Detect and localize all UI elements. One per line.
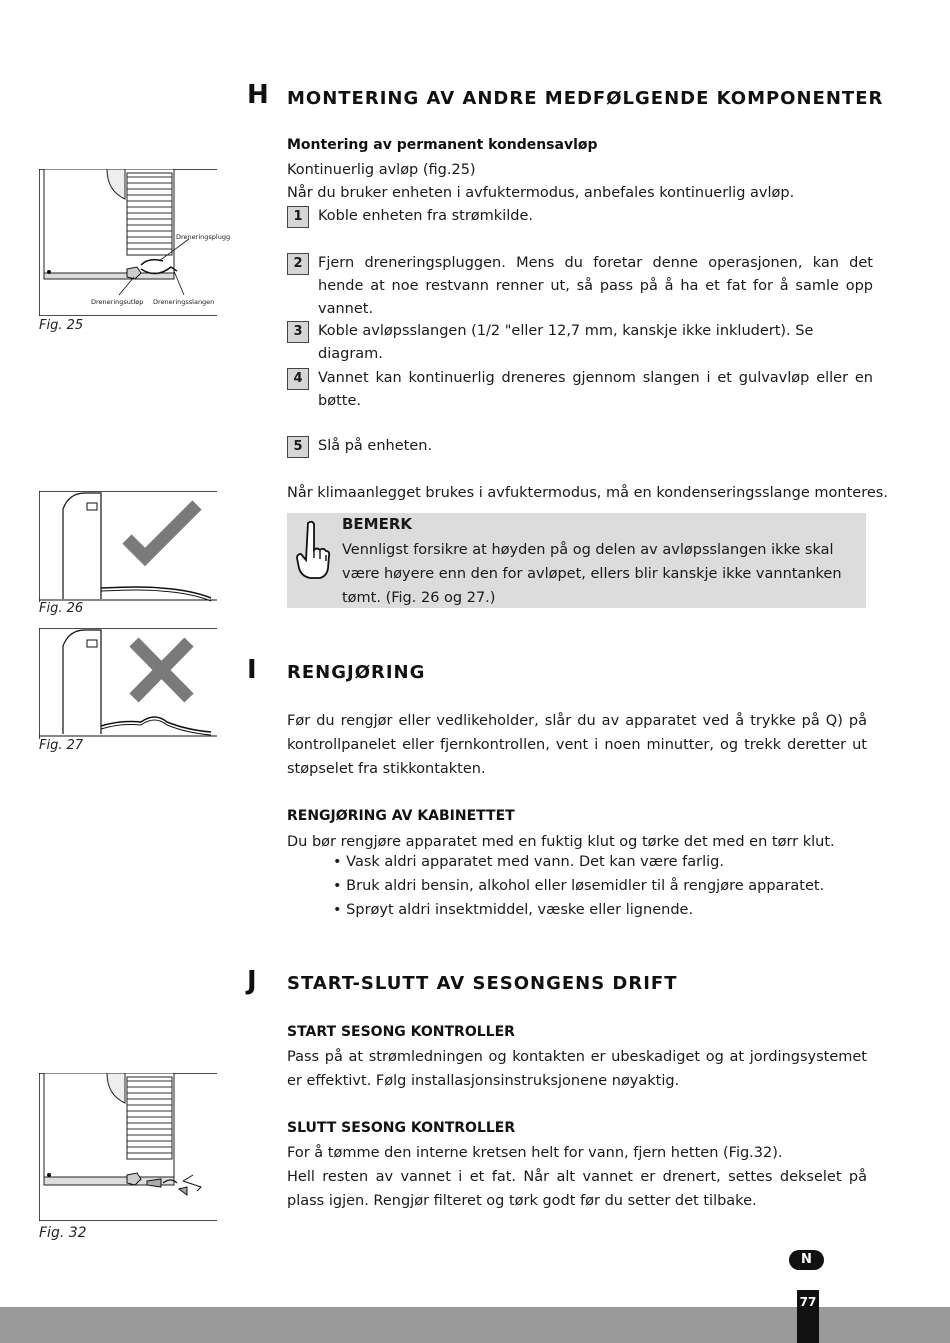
start-season-paragraph: Pass på at strømledningen og kontakten er ubeskadiget og at jordingsystemet er effektivt. Følg installasjonsinstruksjonene nøyaktig. <box>287 1049 867 1089</box>
figure-26-illustration <box>39 491 217 602</box>
step-text: Koble avløpsslangen (1/2 "eller 12,7 mm, kanskje ikke inkludert). Se diagram. <box>318 323 814 362</box>
figure-32-illustration <box>39 1073 217 1221</box>
bullet-item: • Bruk aldri bensin, alkohol eller løsemidler til å rengjøre apparatet. <box>333 878 825 894</box>
end-season-paragraph: Hell resten av vannet i et fat. Når alt vannet er drenert, settes dekselet på plass igjen. Rengjør filteret og tørk godt før du setter det tilbake. <box>287 1169 867 1209</box>
section-j-title: START-SLUTT AV SESONGENS DRIFT <box>287 973 678 994</box>
figure-26 <box>39 491 217 602</box>
section-i-paragraph: Før du rengjør eller vedlikeholder, slår du av apparatet ved å trykke på Q) på kontrollpanelet eller fjernkontrollen, vent i noen minutter, og trekk deretter ut støpselet fra stikkontakten. <box>287 713 867 777</box>
step-number: 2 <box>287 253 309 275</box>
figure-26-caption: Fig. 26 <box>39 601 84 616</box>
figure-27 <box>39 628 217 739</box>
end-season-line: For å tømme den interne kretsen helt for vann, fjern hetten (Fig.32). <box>287 1145 783 1161</box>
label-drain-hose: Dreneringsslangen <box>153 298 215 306</box>
figure-32-caption: Fig. 32 <box>39 1225 87 1241</box>
section-h-title: MONTERING AV ANDRE MEDFØLGENDE KOMPONENTER <box>287 88 884 109</box>
step-text: Fjern dreneringspluggen. Mens du foretar denne operasjonen, kan det hende at noe restvann renner ut, så pass på å ha et fat for å samle opp vannet. <box>318 255 873 317</box>
section-i-sub-paragraph: Du bør rengjøre apparatet med en fuktig klut og tørke det med en tørr klut. <box>287 834 835 850</box>
section-h-intro-2: Når du bruker enheten i avfuktermodus, anbefales kontinuerlig avløp. <box>287 185 795 201</box>
language-badge: N <box>789 1250 824 1270</box>
section-h-after-steps: Når klimaanlegget brukes i avfuktermodus, må en kondenseringsslange monteres. <box>287 485 888 501</box>
note-text: Vennligst forsikre at høyden på og delen av avløpsslangen ikke skal være høyere enn den for avløpet, ellers blir kanskje ikke vanntanken tømt. (Fig. 26 og 27.) <box>342 542 842 606</box>
note-box <box>287 513 866 608</box>
figure-27-caption: Fig. 27 <box>39 738 84 753</box>
start-season-heading: START SESONG KONTROLLER <box>287 1024 515 1040</box>
pointing-hand-icon <box>293 519 331 581</box>
step-number: 1 <box>287 206 309 228</box>
step-number: 5 <box>287 436 309 458</box>
step-text: Vannet kan kontinuerlig dreneres gjennom slangen i et gulvavløp eller en bøtte. <box>318 370 873 409</box>
figure-25-illustration <box>39 169 217 316</box>
cross-icon <box>134 642 189 698</box>
page-number: 77 <box>797 1290 819 1343</box>
step-number: 4 <box>287 368 309 390</box>
bullet-item: • Sprøyt aldri insektmiddel, væske eller lignende. <box>333 902 694 918</box>
figure-27-illustration <box>39 628 217 739</box>
note-title: BEMERK <box>342 515 413 533</box>
bullet-item: • Vask aldri apparatet med vann. Det kan være farlig. <box>333 854 724 870</box>
section-i-title: RENGJØRING <box>287 662 426 683</box>
section-i-subheading: RENGJØRING AV KABINETTET <box>287 808 515 824</box>
section-h-intro-1: Kontinuerlig avløp (fig.25) <box>287 162 476 178</box>
step-text: Koble enheten fra strømkilde. <box>318 208 533 224</box>
label-drain-plug: Dreneringsplugg <box>176 233 231 241</box>
step-number: 3 <box>287 321 309 343</box>
label-drain-outlet: Dreneringsutløp <box>91 298 144 306</box>
step-text: Slå på enheten. <box>318 438 433 454</box>
end-season-heading: SLUTT SESONG KONTROLLER <box>287 1120 516 1136</box>
figure-25-caption: Fig. 25 <box>39 318 84 333</box>
section-i-letter: I <box>247 655 257 685</box>
section-h-subheading: Montering av permanent kondensavløp <box>287 137 598 153</box>
check-icon <box>127 505 197 557</box>
figure-25 <box>39 169 231 316</box>
figure-32 <box>39 1073 217 1221</box>
section-h-letter: H <box>247 80 269 110</box>
section-j-letter: J <box>247 966 257 996</box>
